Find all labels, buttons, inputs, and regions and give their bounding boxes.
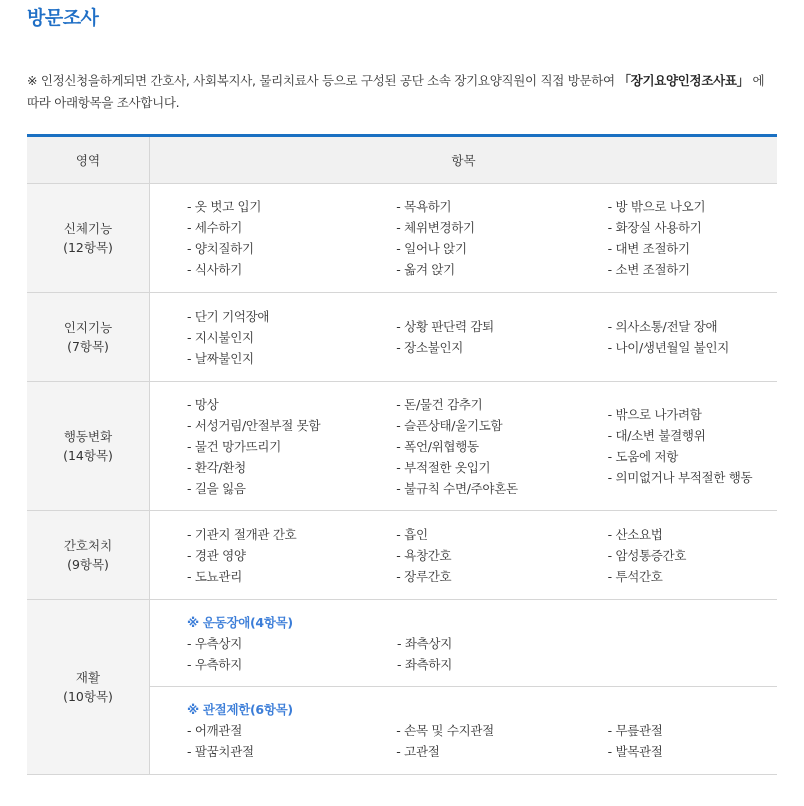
list-item: - 산소요법 [607,526,663,542]
area-cell [27,293,150,382]
list-item: - 단기 기억장애 [187,308,270,324]
area-name: 행동변화 [63,429,113,444]
list-item: - 목욕하기 [396,199,452,214]
list-item: - 옷 벗고 입기 [187,199,262,214]
list-item: - 양치질하기 [187,241,254,256]
area-count: (14항목) [63,448,113,463]
notice-text [27,70,777,114]
list-item: - 장소불인지 [396,340,464,355]
items-cell [150,382,778,511]
area-count: (9항목) [67,557,109,572]
list-item: - 세수하기 [187,220,242,235]
area-count: (12항목) [63,240,113,255]
list-item: - 장루간호 [396,568,452,584]
list-item: - 경관 영양 [187,547,246,563]
header-items: 항목 [150,136,778,184]
items-cell [150,600,778,687]
list-item: - 밖으로 나가려함 [607,407,702,422]
notice-suffix: 에 따라 아래항목을 조사합니다. [27,73,765,110]
list-item: - 방 밖으로 나오기 [607,199,706,214]
page-title: 방문조사 [27,7,99,29]
area-name: 인지기능 [63,320,113,335]
list-item: - 폭언/위협행동 [396,438,479,454]
area-count: (7항목) [67,339,109,354]
list-item: - 날짜불인지 [187,350,254,366]
list-item: - 화장실 사용하기 [607,220,702,235]
list-item: - 좌측하지 [397,656,452,672]
list-item: - 지시불인지 [187,329,254,345]
table-row [27,382,777,511]
area-cell [27,382,150,511]
area-cell [27,184,150,293]
survey-table [27,134,777,775]
list-item: - 돈/물건 감추기 [396,396,483,412]
items-cell [150,511,778,600]
list-item: - 길을 잃음 [187,480,246,496]
area-name: 신체기능 [63,221,113,236]
list-item: - 도움에 저항 [607,449,679,464]
list-item: - 식사하기 [187,262,242,277]
list-item: - 슬픈상태/울기도함 [396,417,503,433]
table-header-row [27,136,777,184]
table-row [27,511,777,600]
list-item: - 소변 조절하기 [607,262,690,277]
list-item: - 체위변경하기 [396,220,475,235]
list-item: - 망상 [187,396,219,412]
area-cell [27,511,150,600]
list-item: - 서성거림/안절부절 못함 [187,417,321,433]
list-item: - 좌측상지 [397,635,452,651]
list-item: - 나이/생년월일 불인지 [607,340,730,355]
group-title: ※ 운동장애(4항목) [187,614,293,630]
area-name: 간호처치 [63,538,113,553]
list-item: - 무릎관절 [607,723,663,738]
group-title: ※ 관절제한(6항목) [187,702,293,717]
list-item: - 욕창간호 [396,547,452,563]
list-item: - 의사소통/전달 장애 [607,319,718,334]
list-item: - 상황 판단력 감퇴 [396,319,494,334]
list-item: - 일어나 앉기 [396,241,467,256]
list-item: - 물건 망가뜨리기 [187,438,281,454]
list-item: - 팔꿈치관절 [187,744,254,759]
list-item: - 환각/환청 [187,459,246,475]
list-item: - 부적절한 옷입기 [396,459,491,475]
list-item: - 우측상지 [187,635,242,651]
list-item: - 발목관절 [607,744,663,759]
list-item: - 도뇨관리 [187,568,242,584]
list-item: - 어깨관절 [187,723,242,738]
table-row [27,600,777,687]
items-cell [150,687,778,775]
list-item: - 투석간호 [607,568,663,584]
list-item: - 고관절 [396,744,440,759]
list-item: - 기관지 절개관 간호 [187,526,297,542]
list-item: - 암성통증간호 [607,547,687,563]
list-item: - 불규칙 수면/주야혼돈 [396,480,518,496]
list-item: - 의미없거나 부적절한 행동 [607,470,753,485]
items-cell [150,184,778,293]
list-item: - 대/소변 불결행위 [607,428,706,443]
area-count: (10항목) [63,689,113,704]
list-item: - 대변 조절하기 [607,241,690,256]
table-row [27,184,777,293]
notice-prefix: ※ 인정신청을하게되면 간호사, 사회복지사, 물리치료사 등으로 구성된 공단 소속 장기요양직원이 직접 방문하여 [27,73,619,88]
list-item: - 흡인 [396,526,428,542]
table-row [27,293,777,382]
list-item: - 손목 및 수지관절 [396,723,494,738]
notice-emphasis: 「장기요양인정조사표」 [618,73,749,88]
items-cell [150,293,778,382]
list-item: - 우측하지 [187,656,242,672]
list-item: - 옮겨 앉기 [396,262,455,277]
header-area: 영역 [27,136,150,184]
area-name: 재활 [75,670,101,685]
area-cell [27,600,150,775]
